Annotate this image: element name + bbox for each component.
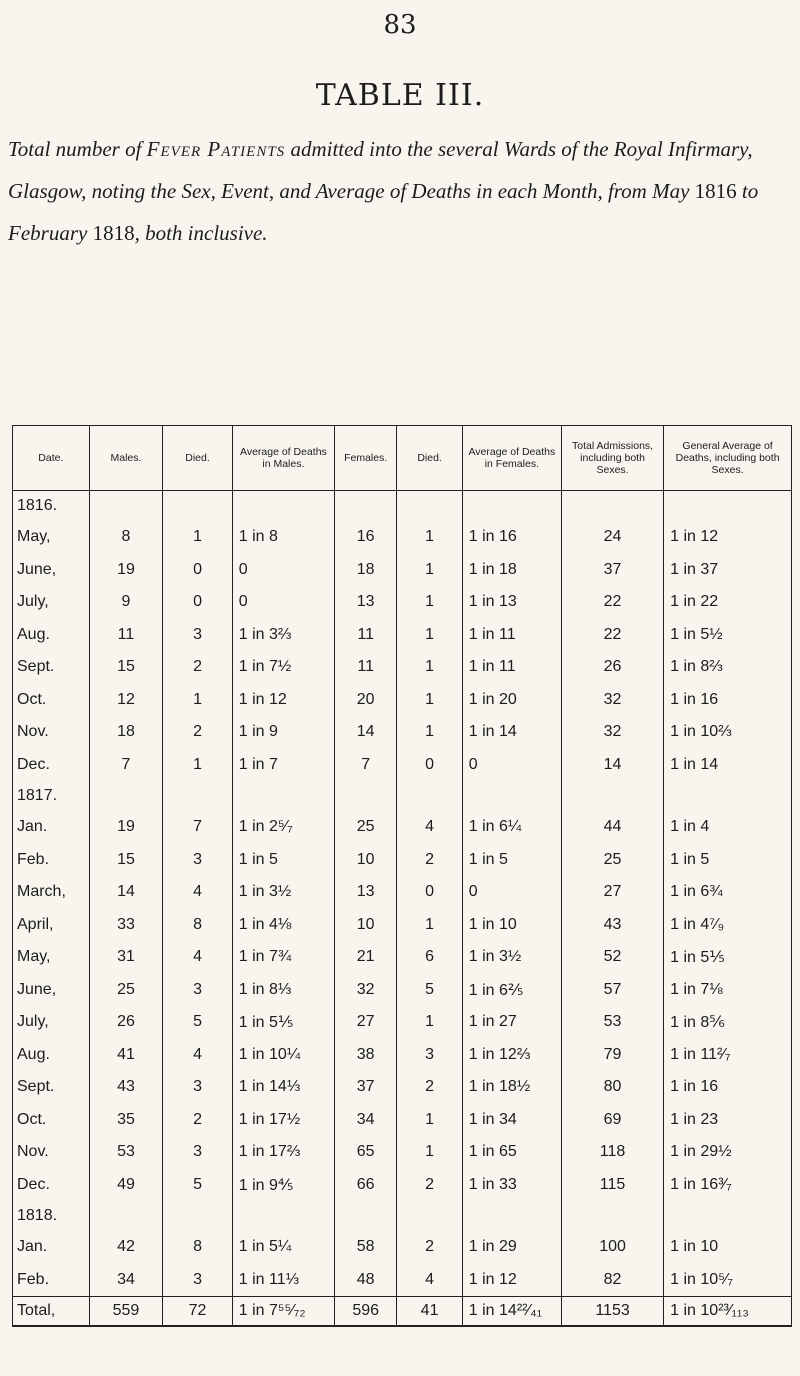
- total-admissions-cell: 27: [561, 876, 663, 909]
- table-row: [13, 974, 792, 1007]
- date-cell: 1817.: [13, 781, 90, 811]
- males-cell: [89, 781, 163, 811]
- females-cell: 32: [335, 974, 397, 1007]
- total-admissions-cell: 32: [561, 684, 663, 717]
- average-females-cell: 1 in 5: [462, 844, 561, 877]
- average-males-cell: 1 in 12: [232, 684, 334, 717]
- females-cell: 13: [335, 876, 397, 909]
- average-females-cell: 1 in 18: [462, 554, 561, 587]
- table-row: [13, 651, 792, 684]
- average-males-cell: 1 in 7¾: [232, 941, 334, 974]
- page-number: 83: [383, 10, 417, 40]
- average-males-cell: 1 in 17½: [232, 1104, 334, 1137]
- table-row: [13, 1104, 792, 1137]
- date-cell: June,: [13, 974, 90, 1007]
- average-males-cell: 1 in 10¼: [232, 1039, 334, 1072]
- year-row: [13, 491, 792, 522]
- average-males-cell: 1 in 5⅕: [232, 1006, 334, 1039]
- died-males-cell: 5: [163, 1006, 233, 1039]
- date-cell: Feb.: [13, 844, 90, 877]
- table-row: [13, 876, 792, 909]
- died-females-cell: 41: [397, 1297, 462, 1327]
- average-females-cell: [462, 1201, 561, 1231]
- general-average-cell: 1 in 7⅛: [664, 974, 792, 1007]
- died-females-cell: 1: [397, 684, 462, 717]
- males-cell: 559: [89, 1297, 163, 1327]
- date-cell: Aug.: [13, 619, 90, 652]
- average-females-cell: 1 in 11: [462, 651, 561, 684]
- females-cell: 20: [335, 684, 397, 717]
- average-males-cell: 1 in 3½: [232, 876, 334, 909]
- date-cell: Sept.: [13, 1071, 90, 1104]
- average-males-cell: [232, 1201, 334, 1231]
- average-males-cell: 0: [232, 586, 334, 619]
- average-females-cell: [462, 781, 561, 811]
- table-row: [13, 811, 792, 844]
- died-males-cell: 2: [163, 1104, 233, 1137]
- died-males-cell: 3: [163, 974, 233, 1007]
- average-males-cell: [232, 491, 334, 522]
- total-admissions-cell: 52: [561, 941, 663, 974]
- died-males-cell: 72: [163, 1297, 233, 1327]
- average-females-cell: 1 in 18½: [462, 1071, 561, 1104]
- died-females-cell: 5: [397, 974, 462, 1007]
- total-admissions-cell: 1153: [561, 1297, 663, 1327]
- died-males-cell: 3: [163, 1264, 233, 1297]
- died-females-cell: 1: [397, 619, 462, 652]
- header-died-females: Died.: [397, 426, 462, 491]
- average-females-cell: 1 in 65: [462, 1136, 561, 1169]
- total-admissions-cell: 32: [561, 716, 663, 749]
- males-cell: 42: [89, 1231, 163, 1264]
- total-admissions-cell: [561, 491, 663, 522]
- total-admissions-cell: 79: [561, 1039, 663, 1072]
- females-cell: [335, 781, 397, 811]
- general-average-cell: 1 in 29½: [664, 1136, 792, 1169]
- date-cell: Sept.: [13, 651, 90, 684]
- total-admissions-cell: 26: [561, 651, 663, 684]
- table-row: [13, 1006, 792, 1039]
- average-males-cell: 1 in 5: [232, 844, 334, 877]
- date-cell: Feb.: [13, 1264, 90, 1297]
- header-general-average: General Average of Deaths, including both Sexes.: [664, 426, 792, 491]
- males-cell: 18: [89, 716, 163, 749]
- males-cell: [89, 491, 163, 522]
- date-cell: Jan.: [13, 811, 90, 844]
- date-cell: Total,: [13, 1297, 90, 1327]
- died-males-cell: 3: [163, 1136, 233, 1169]
- males-cell: 53: [89, 1136, 163, 1169]
- died-males-cell: 0: [163, 554, 233, 587]
- table-row: [13, 1136, 792, 1169]
- died-females-cell: 6: [397, 941, 462, 974]
- table-row: [13, 554, 792, 587]
- total-admissions-cell: 115: [561, 1169, 663, 1202]
- average-females-cell: 1 in 12: [462, 1264, 561, 1297]
- died-females-cell: 2: [397, 1231, 462, 1264]
- females-cell: 48: [335, 1264, 397, 1297]
- males-cell: 12: [89, 684, 163, 717]
- year-row: [13, 781, 792, 811]
- females-cell: 11: [335, 651, 397, 684]
- females-cell: 13: [335, 586, 397, 619]
- females-cell: [335, 1201, 397, 1231]
- date-cell: Nov.: [13, 1136, 90, 1169]
- general-average-cell: [664, 1201, 792, 1231]
- total-admissions-cell: 80: [561, 1071, 663, 1104]
- general-average-cell: 1 in 4⁷⁄₉: [664, 909, 792, 942]
- females-cell: 7: [335, 749, 397, 782]
- females-cell: 14: [335, 716, 397, 749]
- average-females-cell: 1 in 16: [462, 521, 561, 554]
- died-females-cell: 0: [397, 749, 462, 782]
- average-females-cell: [462, 491, 561, 522]
- date-cell: Aug.: [13, 1039, 90, 1072]
- general-average-cell: 1 in 5½: [664, 619, 792, 652]
- females-cell: 65: [335, 1136, 397, 1169]
- average-males-cell: [232, 781, 334, 811]
- total-admissions-cell: 43: [561, 909, 663, 942]
- males-cell: 15: [89, 844, 163, 877]
- males-cell: 34: [89, 1264, 163, 1297]
- females-cell: 58: [335, 1231, 397, 1264]
- date-cell: March,: [13, 876, 90, 909]
- died-females-cell: 4: [397, 811, 462, 844]
- died-females-cell: 1: [397, 1136, 462, 1169]
- died-males-cell: [163, 781, 233, 811]
- average-females-cell: 1 in 29: [462, 1231, 561, 1264]
- died-males-cell: 4: [163, 941, 233, 974]
- males-cell: 7: [89, 749, 163, 782]
- date-cell: June,: [13, 554, 90, 587]
- table-row: [13, 684, 792, 717]
- average-males-cell: 1 in 14⅓: [232, 1071, 334, 1104]
- died-males-cell: [163, 1201, 233, 1231]
- average-males-cell: 1 in 8⅓: [232, 974, 334, 1007]
- females-cell: 37: [335, 1071, 397, 1104]
- died-males-cell: 4: [163, 876, 233, 909]
- general-average-cell: 1 in 10²³⁄₁₁₃: [664, 1297, 792, 1327]
- died-males-cell: 1: [163, 521, 233, 554]
- average-females-cell: 1 in 34: [462, 1104, 561, 1137]
- header-average-males: Average of Deaths in Males.: [232, 426, 334, 491]
- died-males-cell: 2: [163, 716, 233, 749]
- table-row: [13, 521, 792, 554]
- average-males-cell: 1 in 7½: [232, 651, 334, 684]
- total-admissions-cell: [561, 781, 663, 811]
- table-row: [13, 1231, 792, 1264]
- general-average-cell: 1 in 22: [664, 586, 792, 619]
- died-females-cell: 4: [397, 1264, 462, 1297]
- general-average-cell: 1 in 16: [664, 1071, 792, 1104]
- females-cell: 16: [335, 521, 397, 554]
- average-females-cell: 1 in 14: [462, 716, 561, 749]
- table-row: [13, 909, 792, 942]
- females-cell: [335, 491, 397, 522]
- fever-patients-table: [12, 425, 792, 1327]
- average-females-cell: 0: [462, 876, 561, 909]
- females-cell: 38: [335, 1039, 397, 1072]
- date-cell: 1816.: [13, 491, 90, 522]
- males-cell: 33: [89, 909, 163, 942]
- table-row: [13, 1039, 792, 1072]
- died-females-cell: 1: [397, 909, 462, 942]
- date-cell: May,: [13, 521, 90, 554]
- died-males-cell: 8: [163, 1231, 233, 1264]
- males-cell: 49: [89, 1169, 163, 1202]
- general-average-cell: 1 in 10⅔: [664, 716, 792, 749]
- females-cell: 10: [335, 909, 397, 942]
- table-row: [13, 619, 792, 652]
- total-admissions-cell: 100: [561, 1231, 663, 1264]
- caption-text-3: to February: [8, 179, 759, 245]
- males-cell: 8: [89, 521, 163, 554]
- average-females-cell: 0: [462, 749, 561, 782]
- caption-text-2: admitted into the several Wards of the Royal Infirmary, Glasgow, noting the Sex, Event, and Average of Deaths in each Month, from May: [8, 137, 753, 203]
- table-row: [13, 716, 792, 749]
- died-females-cell: [397, 491, 462, 522]
- males-cell: 15: [89, 651, 163, 684]
- general-average-cell: 1 in 6¾: [664, 876, 792, 909]
- average-males-cell: 1 in 7⁵⁵⁄₇₂: [232, 1297, 334, 1327]
- average-males-cell: 1 in 5¼: [232, 1231, 334, 1264]
- date-cell: April,: [13, 909, 90, 942]
- females-cell: 25: [335, 811, 397, 844]
- header-died-males: Died.: [163, 426, 233, 491]
- died-males-cell: 1: [163, 749, 233, 782]
- died-females-cell: 0: [397, 876, 462, 909]
- general-average-cell: 1 in 8⅚: [664, 1006, 792, 1039]
- males-cell: 31: [89, 941, 163, 974]
- males-cell: 43: [89, 1071, 163, 1104]
- females-cell: 27: [335, 1006, 397, 1039]
- males-cell: 14: [89, 876, 163, 909]
- died-males-cell: 0: [163, 586, 233, 619]
- date-cell: July,: [13, 586, 90, 619]
- average-males-cell: 1 in 7: [232, 749, 334, 782]
- date-cell: Oct.: [13, 1104, 90, 1137]
- date-cell: Dec.: [13, 1169, 90, 1202]
- average-females-cell: 1 in 12⅔: [462, 1039, 561, 1072]
- general-average-cell: 1 in 5: [664, 844, 792, 877]
- died-males-cell: [163, 491, 233, 522]
- general-average-cell: 1 in 12: [664, 521, 792, 554]
- average-females-cell: 1 in 13: [462, 586, 561, 619]
- average-males-cell: 0: [232, 554, 334, 587]
- header-date: Date.: [13, 426, 90, 491]
- died-males-cell: 4: [163, 1039, 233, 1072]
- died-males-cell: 3: [163, 844, 233, 877]
- died-females-cell: 1: [397, 586, 462, 619]
- average-females-cell: 1 in 14²²⁄₄₁: [462, 1297, 561, 1327]
- caption-text-1: Total number of: [8, 137, 147, 161]
- date-cell: Nov.: [13, 716, 90, 749]
- died-females-cell: 1: [397, 521, 462, 554]
- general-average-cell: 1 in 16: [664, 684, 792, 717]
- females-cell: 18: [335, 554, 397, 587]
- died-females-cell: 2: [397, 1071, 462, 1104]
- average-females-cell: 1 in 3½: [462, 941, 561, 974]
- general-average-cell: 1 in 23: [664, 1104, 792, 1137]
- died-females-cell: [397, 1201, 462, 1231]
- died-females-cell: 1: [397, 554, 462, 587]
- general-average-cell: 1 in 37: [664, 554, 792, 587]
- general-average-cell: 1 in 10: [664, 1231, 792, 1264]
- females-cell: 34: [335, 1104, 397, 1137]
- died-males-cell: 2: [163, 651, 233, 684]
- table-title: TABLE III.: [315, 78, 485, 113]
- date-cell: 1818.: [13, 1201, 90, 1231]
- total-admissions-cell: 22: [561, 619, 663, 652]
- total-admissions-cell: 82: [561, 1264, 663, 1297]
- header-total-admissions: Total Admissions, including both Sexes.: [561, 426, 663, 491]
- died-males-cell: 8: [163, 909, 233, 942]
- females-cell: 596: [335, 1297, 397, 1327]
- died-females-cell: 1: [397, 716, 462, 749]
- average-males-cell: 1 in 8: [232, 521, 334, 554]
- table-row: [13, 1071, 792, 1104]
- average-females-cell: 1 in 27: [462, 1006, 561, 1039]
- total-admissions-cell: [561, 1201, 663, 1231]
- average-males-cell: 1 in 4⅛: [232, 909, 334, 942]
- females-cell: 21: [335, 941, 397, 974]
- general-average-cell: 1 in 10⁵⁄₇: [664, 1264, 792, 1297]
- average-females-cell: 1 in 10: [462, 909, 561, 942]
- died-males-cell: 5: [163, 1169, 233, 1202]
- died-females-cell: 1: [397, 1104, 462, 1137]
- average-males-cell: 1 in 9⅘: [232, 1169, 334, 1202]
- date-cell: May,: [13, 941, 90, 974]
- females-cell: 66: [335, 1169, 397, 1202]
- died-males-cell: 3: [163, 1071, 233, 1104]
- general-average-cell: 1 in 8⅔: [664, 651, 792, 684]
- average-females-cell: 1 in 20: [462, 684, 561, 717]
- table-row: [13, 844, 792, 877]
- caption-year-to: 1818: [92, 221, 135, 245]
- total-row: [13, 1297, 792, 1327]
- males-cell: 19: [89, 811, 163, 844]
- died-females-cell: 3: [397, 1039, 462, 1072]
- died-males-cell: 7: [163, 811, 233, 844]
- males-cell: 35: [89, 1104, 163, 1137]
- general-average-cell: 1 in 14: [664, 749, 792, 782]
- died-males-cell: 1: [163, 684, 233, 717]
- table-row: [13, 1264, 792, 1297]
- table-row: [13, 749, 792, 782]
- total-admissions-cell: 44: [561, 811, 663, 844]
- average-males-cell: 1 in 17⅔: [232, 1136, 334, 1169]
- table-body: [13, 491, 792, 1327]
- total-admissions-cell: 24: [561, 521, 663, 554]
- total-admissions-cell: 57: [561, 974, 663, 1007]
- table-header-row: [13, 426, 792, 491]
- general-average-cell: 1 in 5⅕: [664, 941, 792, 974]
- total-admissions-cell: 118: [561, 1136, 663, 1169]
- males-cell: 26: [89, 1006, 163, 1039]
- header-females: Females.: [335, 426, 397, 491]
- general-average-cell: [664, 491, 792, 522]
- average-males-cell: 1 in 11⅓: [232, 1264, 334, 1297]
- date-cell: July,: [13, 1006, 90, 1039]
- caption-fever-patients: Fever Patients: [146, 137, 286, 161]
- average-males-cell: 1 in 3⅔: [232, 619, 334, 652]
- header-average-females: Average of Deaths in Females.: [462, 426, 561, 491]
- general-average-cell: [664, 781, 792, 811]
- males-cell: 19: [89, 554, 163, 587]
- females-cell: 11: [335, 619, 397, 652]
- total-admissions-cell: 37: [561, 554, 663, 587]
- caption-year-from: 1816: [694, 179, 737, 203]
- general-average-cell: 1 in 4: [664, 811, 792, 844]
- header-males: Males.: [89, 426, 163, 491]
- table-row: [13, 941, 792, 974]
- average-males-cell: 1 in 2⁵⁄₇: [232, 811, 334, 844]
- general-average-cell: 1 in 16³⁄₇: [664, 1169, 792, 1202]
- total-admissions-cell: 14: [561, 749, 663, 782]
- date-cell: Jan.: [13, 1231, 90, 1264]
- females-cell: 10: [335, 844, 397, 877]
- total-admissions-cell: 22: [561, 586, 663, 619]
- males-cell: 9: [89, 586, 163, 619]
- average-males-cell: 1 in 9: [232, 716, 334, 749]
- table-row: [13, 586, 792, 619]
- year-row: [13, 1201, 792, 1231]
- died-females-cell: 1: [397, 651, 462, 684]
- died-females-cell: 1: [397, 1006, 462, 1039]
- males-cell: 11: [89, 619, 163, 652]
- total-admissions-cell: 69: [561, 1104, 663, 1137]
- date-cell: Dec.: [13, 749, 90, 782]
- males-cell: 41: [89, 1039, 163, 1072]
- general-average-cell: 1 in 11²⁄₇: [664, 1039, 792, 1072]
- average-females-cell: 1 in 6⅖: [462, 974, 561, 1007]
- died-females-cell: [397, 781, 462, 811]
- caption-text-4: , both inclusive.: [134, 221, 268, 245]
- average-females-cell: 1 in 11: [462, 619, 561, 652]
- total-admissions-cell: 53: [561, 1006, 663, 1039]
- average-females-cell: 1 in 33: [462, 1169, 561, 1202]
- date-cell: Oct.: [13, 684, 90, 717]
- males-cell: [89, 1201, 163, 1231]
- died-males-cell: 3: [163, 619, 233, 652]
- table-row: [13, 1169, 792, 1202]
- total-admissions-cell: 25: [561, 844, 663, 877]
- died-females-cell: 2: [397, 844, 462, 877]
- died-females-cell: 2: [397, 1169, 462, 1202]
- males-cell: 25: [89, 974, 163, 1007]
- average-females-cell: 1 in 6¼: [462, 811, 561, 844]
- table-caption: [8, 128, 798, 254]
